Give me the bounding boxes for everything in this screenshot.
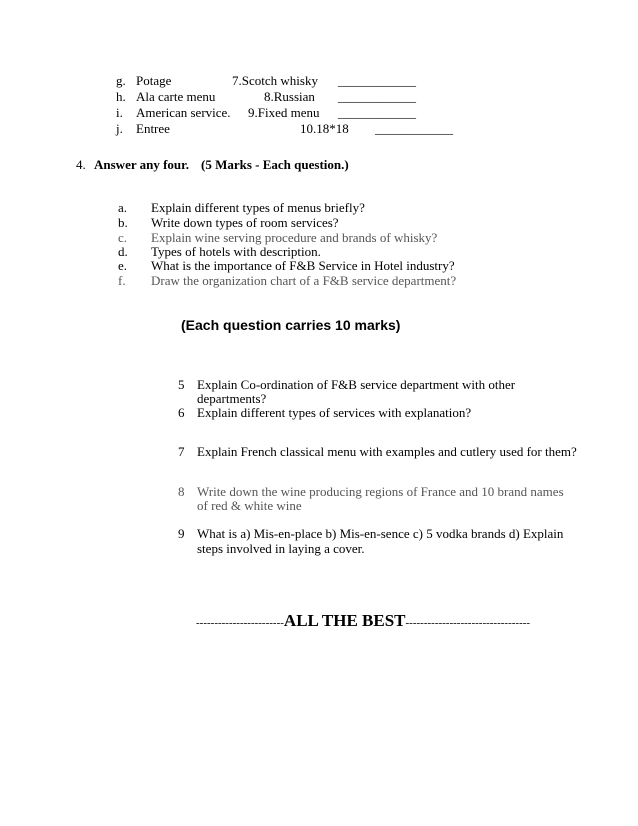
question-letter: a. <box>118 200 128 215</box>
question-letter: d. <box>118 244 128 259</box>
all-the-best-text: ALL THE BEST <box>283 611 406 630</box>
match-term: Ala carte menu <box>136 89 216 104</box>
match-letter: j. <box>116 121 123 136</box>
question-text: Write down types of room services? <box>151 215 339 230</box>
question-text: Explain wine serving procedure and brands of whisky? <box>151 230 438 245</box>
question-number: 8 <box>178 484 185 499</box>
match-option: 8.Russian <box>264 89 315 104</box>
left-dashes: ------------------------ <box>196 617 284 629</box>
match-letter: i. <box>116 105 123 120</box>
question-text: What is a) Mis-en-place b) Mis-en-sence c) 5 vodka brands d) Explain <box>197 526 564 541</box>
match-blank: ____________ <box>375 121 453 136</box>
question-number: 6 <box>178 405 185 420</box>
question-text: Types of hotels with description. <box>151 244 321 259</box>
match-blank: ____________ <box>338 73 416 88</box>
question-text-continued: departments? <box>197 391 267 406</box>
question-letter: b. <box>118 215 128 230</box>
question-text: Explain different types of menus briefly? <box>151 200 365 215</box>
question-text: Explain different types of services with explanation? <box>197 405 472 420</box>
question-text: Write down the wine producing regions of France and 10 brand names <box>197 484 564 499</box>
question-letter: e. <box>118 258 128 273</box>
section-title: Answer any four. <box>94 157 189 172</box>
question-text: What is the importance of F&B Service in Hotel industry? <box>151 258 455 273</box>
closing-line <box>196 610 530 634</box>
question-text: Draw the organization chart of a F&B service department? <box>151 273 457 288</box>
match-blank: ____________ <box>338 105 416 120</box>
question-number: 9 <box>178 526 185 541</box>
match-term: Potage <box>136 73 172 88</box>
section-number: 4. <box>76 157 86 172</box>
match-blank: ____________ <box>338 89 416 104</box>
right-dashes: ---------------------------------- <box>405 617 531 629</box>
match-term: Entree <box>136 121 170 136</box>
question-letter: f. <box>118 273 126 288</box>
match-option: 7.Scotch whisky <box>232 73 318 88</box>
match-option: 9.Fixed menu <box>248 105 320 120</box>
question-text: Explain French classical menu with examples and cutlery used for them? <box>197 444 577 459</box>
question-text-continued: steps involved in laying a cover. <box>197 541 365 556</box>
question-text-continued: of red & white wine <box>197 498 302 513</box>
match-letter: h. <box>116 89 126 104</box>
section-5-heading: (Each question carries 10 marks) <box>181 317 401 333</box>
match-term: American service. <box>136 105 231 120</box>
question-text: Explain Co-ordination of F&B service department with other <box>197 377 516 392</box>
match-option: 10.18*18 <box>300 121 349 136</box>
match-letter: g. <box>116 73 126 88</box>
section-marks: (5 Marks - Each question.) <box>201 157 349 172</box>
question-number: 7 <box>178 444 185 459</box>
question-letter: c. <box>118 230 128 245</box>
question-number: 5 <box>178 377 185 392</box>
